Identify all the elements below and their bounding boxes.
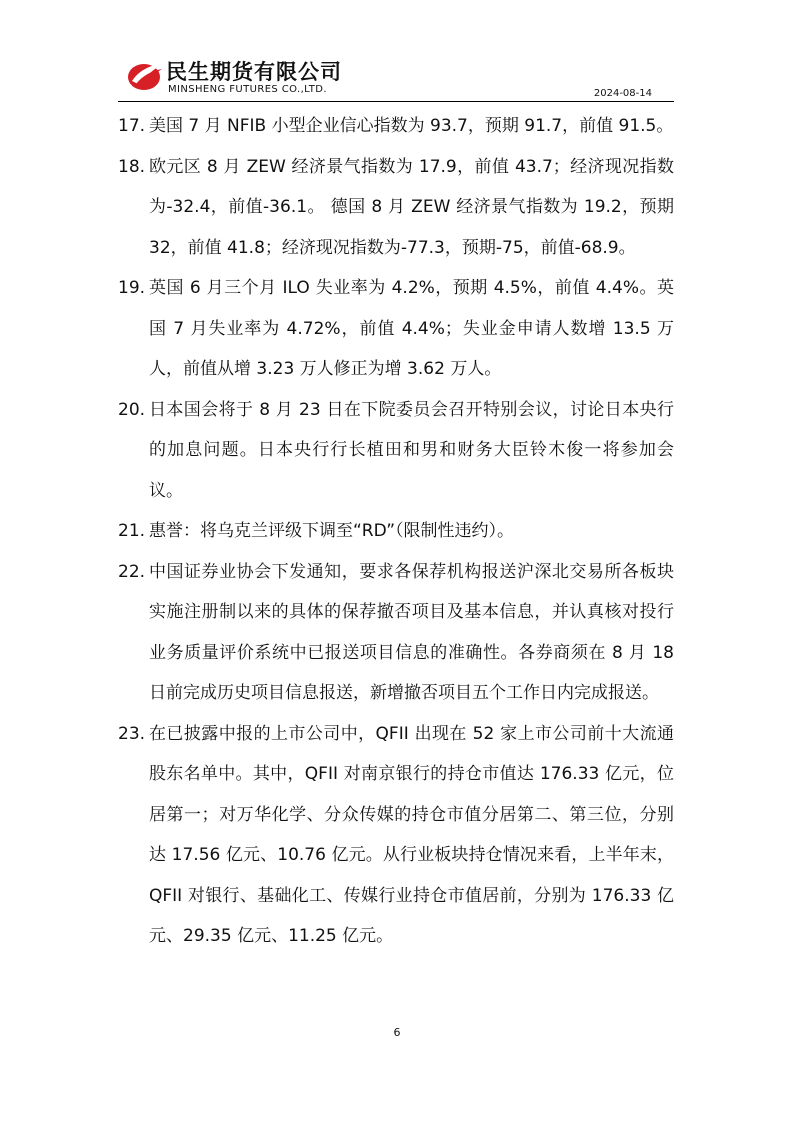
page-number: 6 — [393, 1026, 401, 1039]
news-item — [118, 714, 674, 957]
news-item — [118, 106, 674, 147]
report-date: 2024-08-14 — [593, 88, 652, 99]
item-text: 欧元区 8 月 ZEW 经济景气指数为 17.9，前值 43.7；经济现况指数为-32.4，前值-36.1。 德国 8 月 ZEW 经济景气指数为 19.2，预期 32，前值 41.8；经济现况指数为-77.3，预期-75，前值-68.9。 — [149, 156, 674, 258]
company-name-cn: 民生期货有限公司 — [166, 60, 342, 84]
news-list — [118, 106, 674, 957]
item-text: 英国 6 月三个月 ILO 失业率为 4.2%，预期 4.5%，前值 4.4%。英国 7 月失业率为 4.72%，前值 4.4%；失业金申请人数增 13.5 万人，前值从增 3.23 万人修正为增 3.62 万人。 — [149, 278, 674, 379]
item-number: 20. — [118, 399, 146, 420]
news-item — [118, 147, 674, 269]
page-header — [118, 52, 674, 102]
news-item — [118, 511, 674, 552]
item-number: 19. — [118, 278, 146, 298]
item-number: 21. — [118, 521, 146, 541]
news-item — [118, 390, 674, 512]
company-name-en: MINSHENG FUTURES CO.,LTD. — [168, 84, 327, 95]
item-text: 日本国会将于 8 月 23 日在下院委员会召开特别会议，讨论日本央行的加息问题。日本央行行长植田和男和财务大臣铃木俊一将参加会议。 — [149, 399, 674, 501]
item-text: 惠誉：将乌克兰评级下调至“RD”（限制性违约）。 — [149, 521, 515, 541]
item-text: 中国证券业协会下发通知，要求各保荐机构报送沪深北交易所各板块实施注册制以来的具体的保荐撤否项目及基本信息，并认真核对投行业务质量评价系统中已报送项目信息的准确性。各券商须在 8 月 18 日前完成历史项目信息报送，新增撤否项目五个工作日内完成报送。 — [149, 561, 674, 703]
news-item — [118, 268, 674, 390]
item-text: 美国 7 月 NFIB 小型企业信心指数为 93.7，预期 91.7，前值 91.5。 — [149, 116, 674, 136]
item-number: 22. — [118, 561, 146, 582]
item-text: 在已披露中报的上市公司中，QFII 出现在 52 家上市公司前十大流通股东名单中。其中，QFII 对南京银行的持仓市值达 176.33 亿元，位居第一；对万华化学、分众传媒的持仓市值分居第二、第三位，分别达 17.56 亿元、10.76 亿元。从行业板块持仓情况来看，上半年末，QFII 对银行、基础化工、传媒行业持仓市值居前，分别为 176.33 亿元、29.35 亿元、11.25 亿元。 — [149, 723, 674, 946]
company-logo-icon — [126, 57, 166, 93]
news-item — [118, 552, 674, 714]
header-divider — [118, 101, 674, 102]
item-number: 23. — [118, 723, 146, 744]
item-number: 17. — [118, 116, 146, 136]
item-number: 18. — [118, 156, 146, 177]
